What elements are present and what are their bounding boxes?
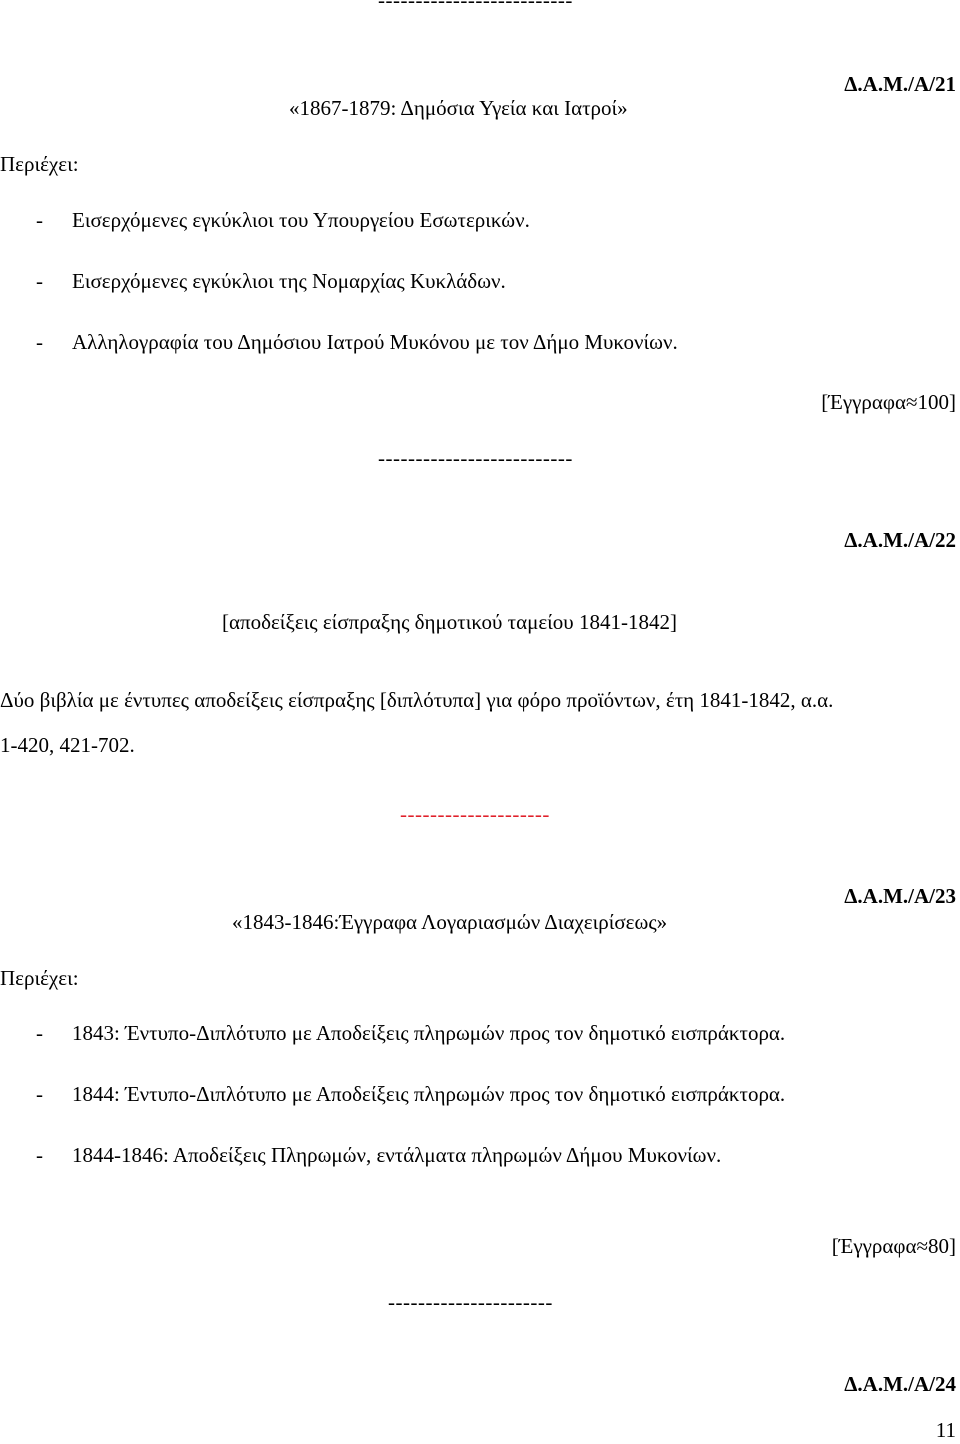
list-item-text: Εισερχόμενες εγκύκλιοι του Υπουργείου Εσωτερικών. [72,208,530,232]
document-count-a23: [Έγγραφα≈80] [831,1234,956,1258]
list-marker: - [36,208,43,232]
unit-code-a22: Δ.Α.Μ./Α/22 [844,528,956,552]
list-item [36,1023,785,1044]
separator-top: -------------------------- [378,0,573,12]
list-marker: - [36,1082,43,1106]
list-item [36,1145,721,1166]
unit-description-a22-line1: Δύο βιβλία με έντυπες αποδείξεις είσπραξης [διπλότυπα] για φόρο προϊόντων, έτη 1841-1842, α.α. [0,688,834,712]
list-item [36,1084,785,1105]
separator-after-a23: ---------------------- [388,1290,553,1314]
unit-code-a24: Δ.Α.Μ./Α/24 [844,1372,956,1396]
unit-code-a23: Δ.Α.Μ./Α/23 [844,884,956,908]
contains-label-a23: Περιέχει: [0,966,79,990]
list-marker: - [36,1021,43,1045]
list-item [36,210,530,231]
page-number: 11 [935,1418,956,1442]
list-marker: - [36,1143,43,1167]
unit-code-a21: Δ.Α.Μ./Α/21 [844,72,956,96]
contains-label-a21: Περιέχει: [0,152,79,176]
list-item-text: 1843: Έντυπο-Διπλότυπο με Αποδείξεις πληρωμών προς τον δημοτικό εισπράκτορα. [72,1021,786,1045]
list-item-text: 1844-1846: Αποδείξεις Πληρωμών, εντάλματα πληρωμών Δήμου Μυκονίων. [72,1143,722,1167]
document-count-a21: [Έγγραφα≈100] [821,390,956,414]
list-item-text: Εισερχόμενες εγκύκλιοι της Νομαρχίας Κυκλάδων. [72,269,506,293]
list-marker: - [36,269,43,293]
unit-title-a22: [αποδείξεις είσπραξης δημοτικού ταμείου 1841-1842] [222,610,677,634]
unit-title-a23: «1843-1846:Έγγραφα Λογαριασμών Διαχειρίσεως» [232,910,668,934]
separator-after-a22: -------------------- [400,802,550,826]
list-item [36,271,506,292]
list-item [36,332,678,353]
list-item-text: Αλληλογραφία του Δημόσιου Ιατρού Μυκόνου με τον Δήμο Μυκονίων. [72,330,678,354]
list-marker: - [36,330,43,354]
unit-description-a22-line2: 1-420, 421-702. [0,733,135,757]
list-item-text: 1844: Έντυπο-Διπλότυπο με Αποδείξεις πληρωμών προς τον δημοτικό εισπράκτορα. [72,1082,786,1106]
separator-after-a21: -------------------------- [378,446,573,470]
unit-title-a21: «1867-1879: Δημόσια Υγεία και Ιατροί» [289,96,628,120]
